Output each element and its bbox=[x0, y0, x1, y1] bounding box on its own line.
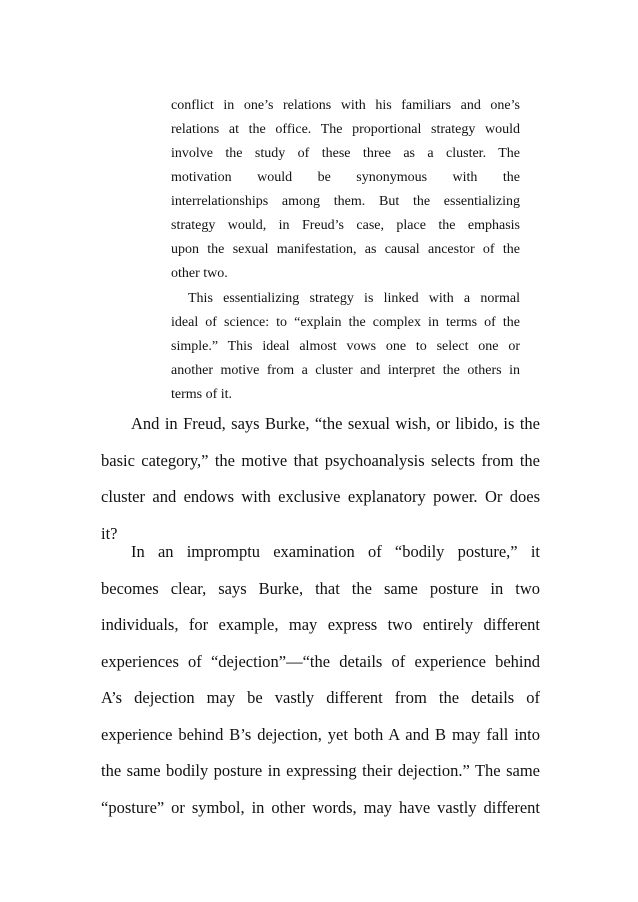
text-line: “posture” or symbol, in other words, may have vastly different bbox=[101, 797, 540, 817]
text-line: strategy would, in Freud’s case, place the emphasis bbox=[171, 218, 520, 233]
body-paragraph-1 bbox=[101, 406, 540, 552]
text-line: cluster and endows with exclusive explanatory power. Or does bbox=[101, 487, 540, 506]
text-line: terms of it. bbox=[171, 387, 233, 402]
body-paragraph-2 bbox=[101, 534, 540, 826]
text-line: individuals, for example, may express two entirely different bbox=[101, 615, 540, 634]
text-line: And in Freud, says Burke, “the sexual wish, or libido, is the bbox=[131, 414, 540, 433]
text-line: simple.” This ideal almost vows one to select one or bbox=[171, 339, 520, 354]
text-line: the same bodily posture in expressing their dejection.” The same bbox=[101, 761, 540, 780]
text-line: motivation would be synonymous with the bbox=[171, 170, 520, 185]
text-line: interrelationships among them. But the essentializing bbox=[171, 194, 520, 209]
text-line: ideal of science: to “explain the complex in terms of the bbox=[171, 315, 520, 330]
text-line: relations at the office. The proportional strategy would bbox=[171, 122, 520, 137]
text-line: experience behind B’s dejection, yet both A and B may fall into bbox=[101, 724, 540, 744]
text-line: experiences of “dejection”—“the details of experience behind bbox=[101, 651, 540, 671]
text-line: another motive from a cluster and interpret the others in bbox=[171, 363, 520, 378]
text-line: In an impromptu examination of “bodily posture,” it bbox=[131, 542, 540, 561]
block-quote-paragraph-1 bbox=[171, 94, 520, 286]
text-line: This essentializing strategy is linked with a normal bbox=[188, 291, 520, 306]
text-line: upon the sexual manifestation, as causal ancestor of the bbox=[171, 242, 520, 257]
text-line: conflict in one’s relations with his familiars and one’s bbox=[171, 98, 520, 113]
text-line: it? bbox=[101, 523, 118, 543]
text-line: becomes clear, says Burke, that the same posture in two bbox=[101, 578, 540, 598]
text-line: A’s dejection may be vastly different from the details of bbox=[101, 688, 540, 707]
text-line: basic category,” the motive that psychoanalysis selects from the bbox=[101, 450, 540, 470]
block-quote-paragraph-2 bbox=[171, 287, 520, 407]
text-line: other two. bbox=[171, 266, 228, 281]
text-line: involve the study of these three as a cluster. The bbox=[171, 146, 520, 161]
